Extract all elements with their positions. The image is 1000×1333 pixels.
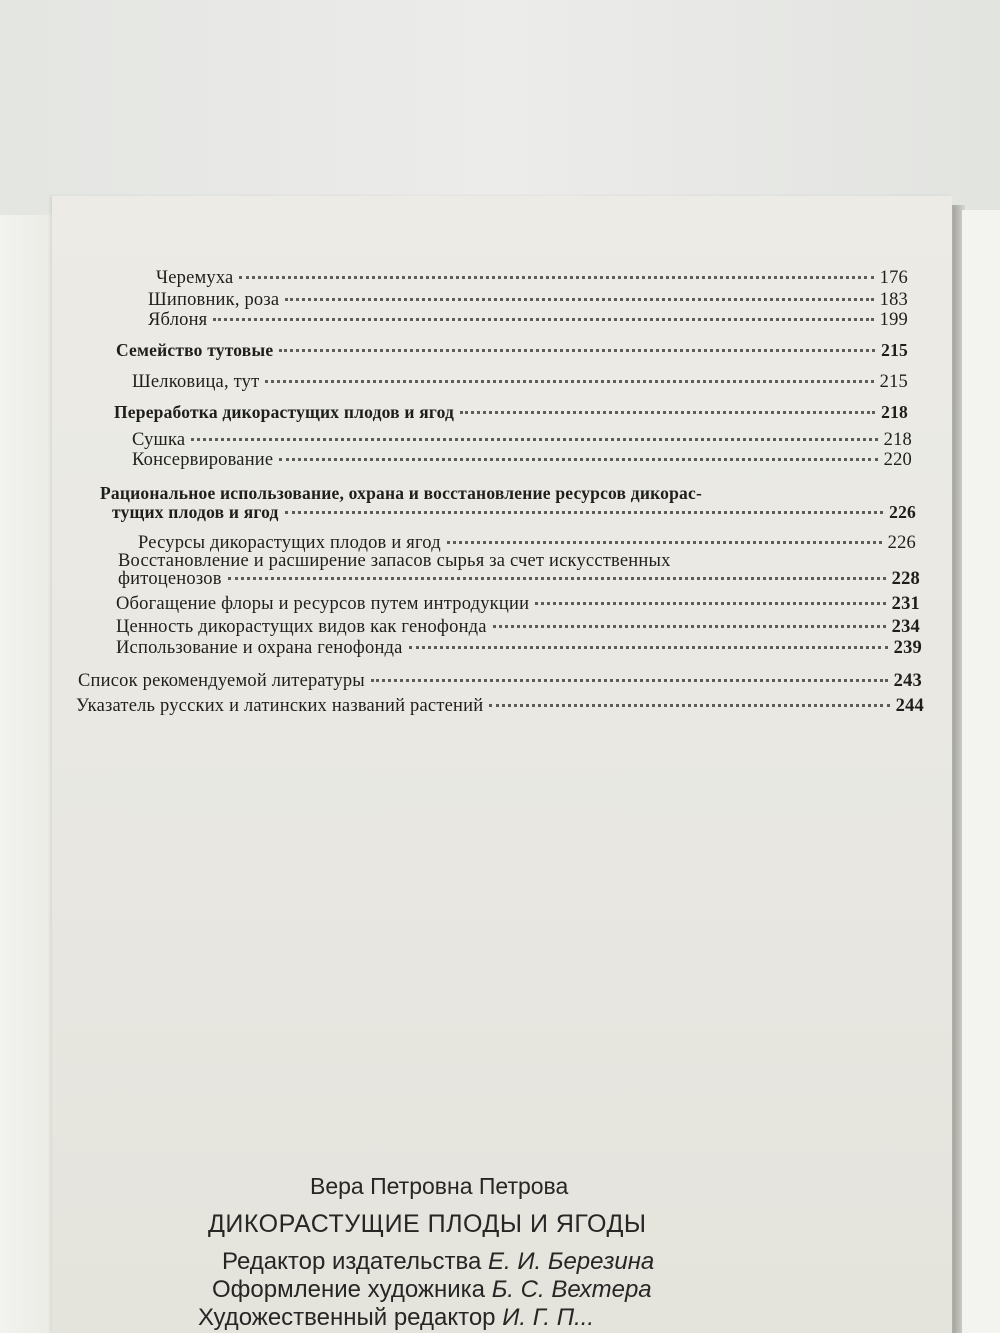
toc-entry [78, 671, 922, 692]
editor-credit [222, 1248, 654, 1276]
toc-section-heading [116, 340, 908, 361]
toc-leader-dots [213, 318, 873, 321]
toc-entry-page: 199 [879, 310, 908, 330]
toc-entry-page: 228 [891, 569, 920, 589]
book-page [52, 196, 952, 1333]
art-editor-credit [198, 1304, 594, 1332]
art-editor-label: Художественный редактор [198, 1304, 496, 1331]
toc-leader-dots [460, 411, 875, 414]
toc-leader-dots [493, 625, 886, 628]
editor-label: Редактор издательства [222, 1248, 482, 1275]
toc-entry [132, 450, 912, 471]
toc-entry-label: Список рекомендуемой литературы [78, 671, 365, 691]
toc-entry-label: Обогащение флоры и ресурсов путем интродукции [116, 594, 530, 614]
toc-entry-page: 218 [881, 402, 908, 422]
toc-entry [116, 638, 922, 659]
toc-leader-dots [265, 380, 873, 383]
toc-entry-label: Ценность дикорастущих видов как генофонда [116, 617, 487, 637]
facing-page-edge [0, 215, 60, 1333]
toc-entry [116, 594, 920, 615]
design-name: Б. С. Вехтера [491, 1276, 652, 1303]
toc-leader-dots [228, 577, 886, 580]
book-author: Вера Петровна Петрова [310, 1173, 569, 1199]
toc-entry-label: Консервирование [132, 450, 274, 470]
toc-entry-label: Сушка [132, 430, 186, 450]
toc-entry-page: 215 [879, 372, 908, 392]
toc-leader-dots [409, 646, 888, 649]
toc-entry-label: Черемуха [156, 268, 234, 288]
toc-entry [148, 290, 908, 311]
toc-entry [156, 268, 908, 289]
toc-entry-line1: Восстановление и расширение запасов сырья за счет искусственных [118, 551, 671, 571]
toc-entry-page: 183 [879, 290, 908, 310]
toc-entry-label: тущих плодов и ягод [112, 502, 279, 522]
toc-leader-dots [489, 704, 889, 707]
toc-entry-label: Семейство тутовые [116, 340, 274, 360]
toc-entry-page: 244 [895, 696, 924, 716]
toc-entry-page: 218 [883, 430, 912, 450]
editor-name: Е. И. Березина [487, 1248, 655, 1275]
toc-entry [118, 569, 920, 590]
toc-entry-label: Использование и охрана генофонда [116, 638, 403, 658]
toc-entry [148, 310, 908, 331]
toc-entry-page: 234 [891, 617, 920, 637]
toc-entry-label: фитоценозов [118, 569, 222, 589]
toc-entry-page: 215 [881, 340, 908, 360]
toc-entry-label: Яблоня [148, 310, 208, 330]
toc-entry-page: 226 [887, 533, 916, 553]
design-credit [212, 1276, 652, 1304]
toc-leader-dots [535, 602, 885, 605]
toc-entry [132, 430, 912, 451]
toc-entry-label: Переработка дикорастущих плодов и ягод [114, 402, 455, 422]
toc-entry [116, 617, 920, 638]
right-page-edge [962, 210, 1000, 1333]
toc-entry-page: 226 [889, 502, 916, 522]
toc-leader-dots [447, 541, 882, 544]
toc-entry-label: Шиповник, роза [148, 290, 280, 310]
toc-entry-label: Ресурсы дикорастущих плодов и ягод [138, 533, 441, 553]
toc-entry-label: Шелковица, тут [132, 372, 260, 392]
design-label: Оформление художника [212, 1276, 486, 1303]
toc-entry-page: 243 [893, 671, 922, 691]
toc-entry-label: Указатель русских и латинских названий растений [76, 696, 484, 716]
toc-entry [132, 372, 908, 393]
toc-section-heading [112, 502, 916, 523]
toc-leader-dots [191, 438, 877, 441]
toc-leader-dots [371, 679, 888, 682]
toc-entry-page: 176 [879, 268, 908, 288]
book-title: ДИКОРАСТУЩИЕ ПЛОДЫ И ЯГОДЫ [208, 1210, 647, 1238]
toc-entry [76, 696, 924, 717]
toc-leader-dots [279, 349, 875, 352]
toc-leader-dots [279, 458, 877, 461]
toc-leader-dots [285, 298, 873, 301]
toc-leader-dots [285, 511, 884, 514]
toc-entry-page: 220 [883, 450, 912, 470]
art-editor-name: И. Г. П... [502, 1304, 595, 1331]
toc-entry-page: 239 [893, 638, 922, 658]
toc-leader-dots [239, 276, 873, 279]
toc-section-heading-line1: Рациональное использование, охрана и восстановление ресурсов дикорас- [100, 483, 702, 503]
toc-section-heading [114, 402, 908, 423]
toc-entry-page: 231 [891, 594, 920, 614]
